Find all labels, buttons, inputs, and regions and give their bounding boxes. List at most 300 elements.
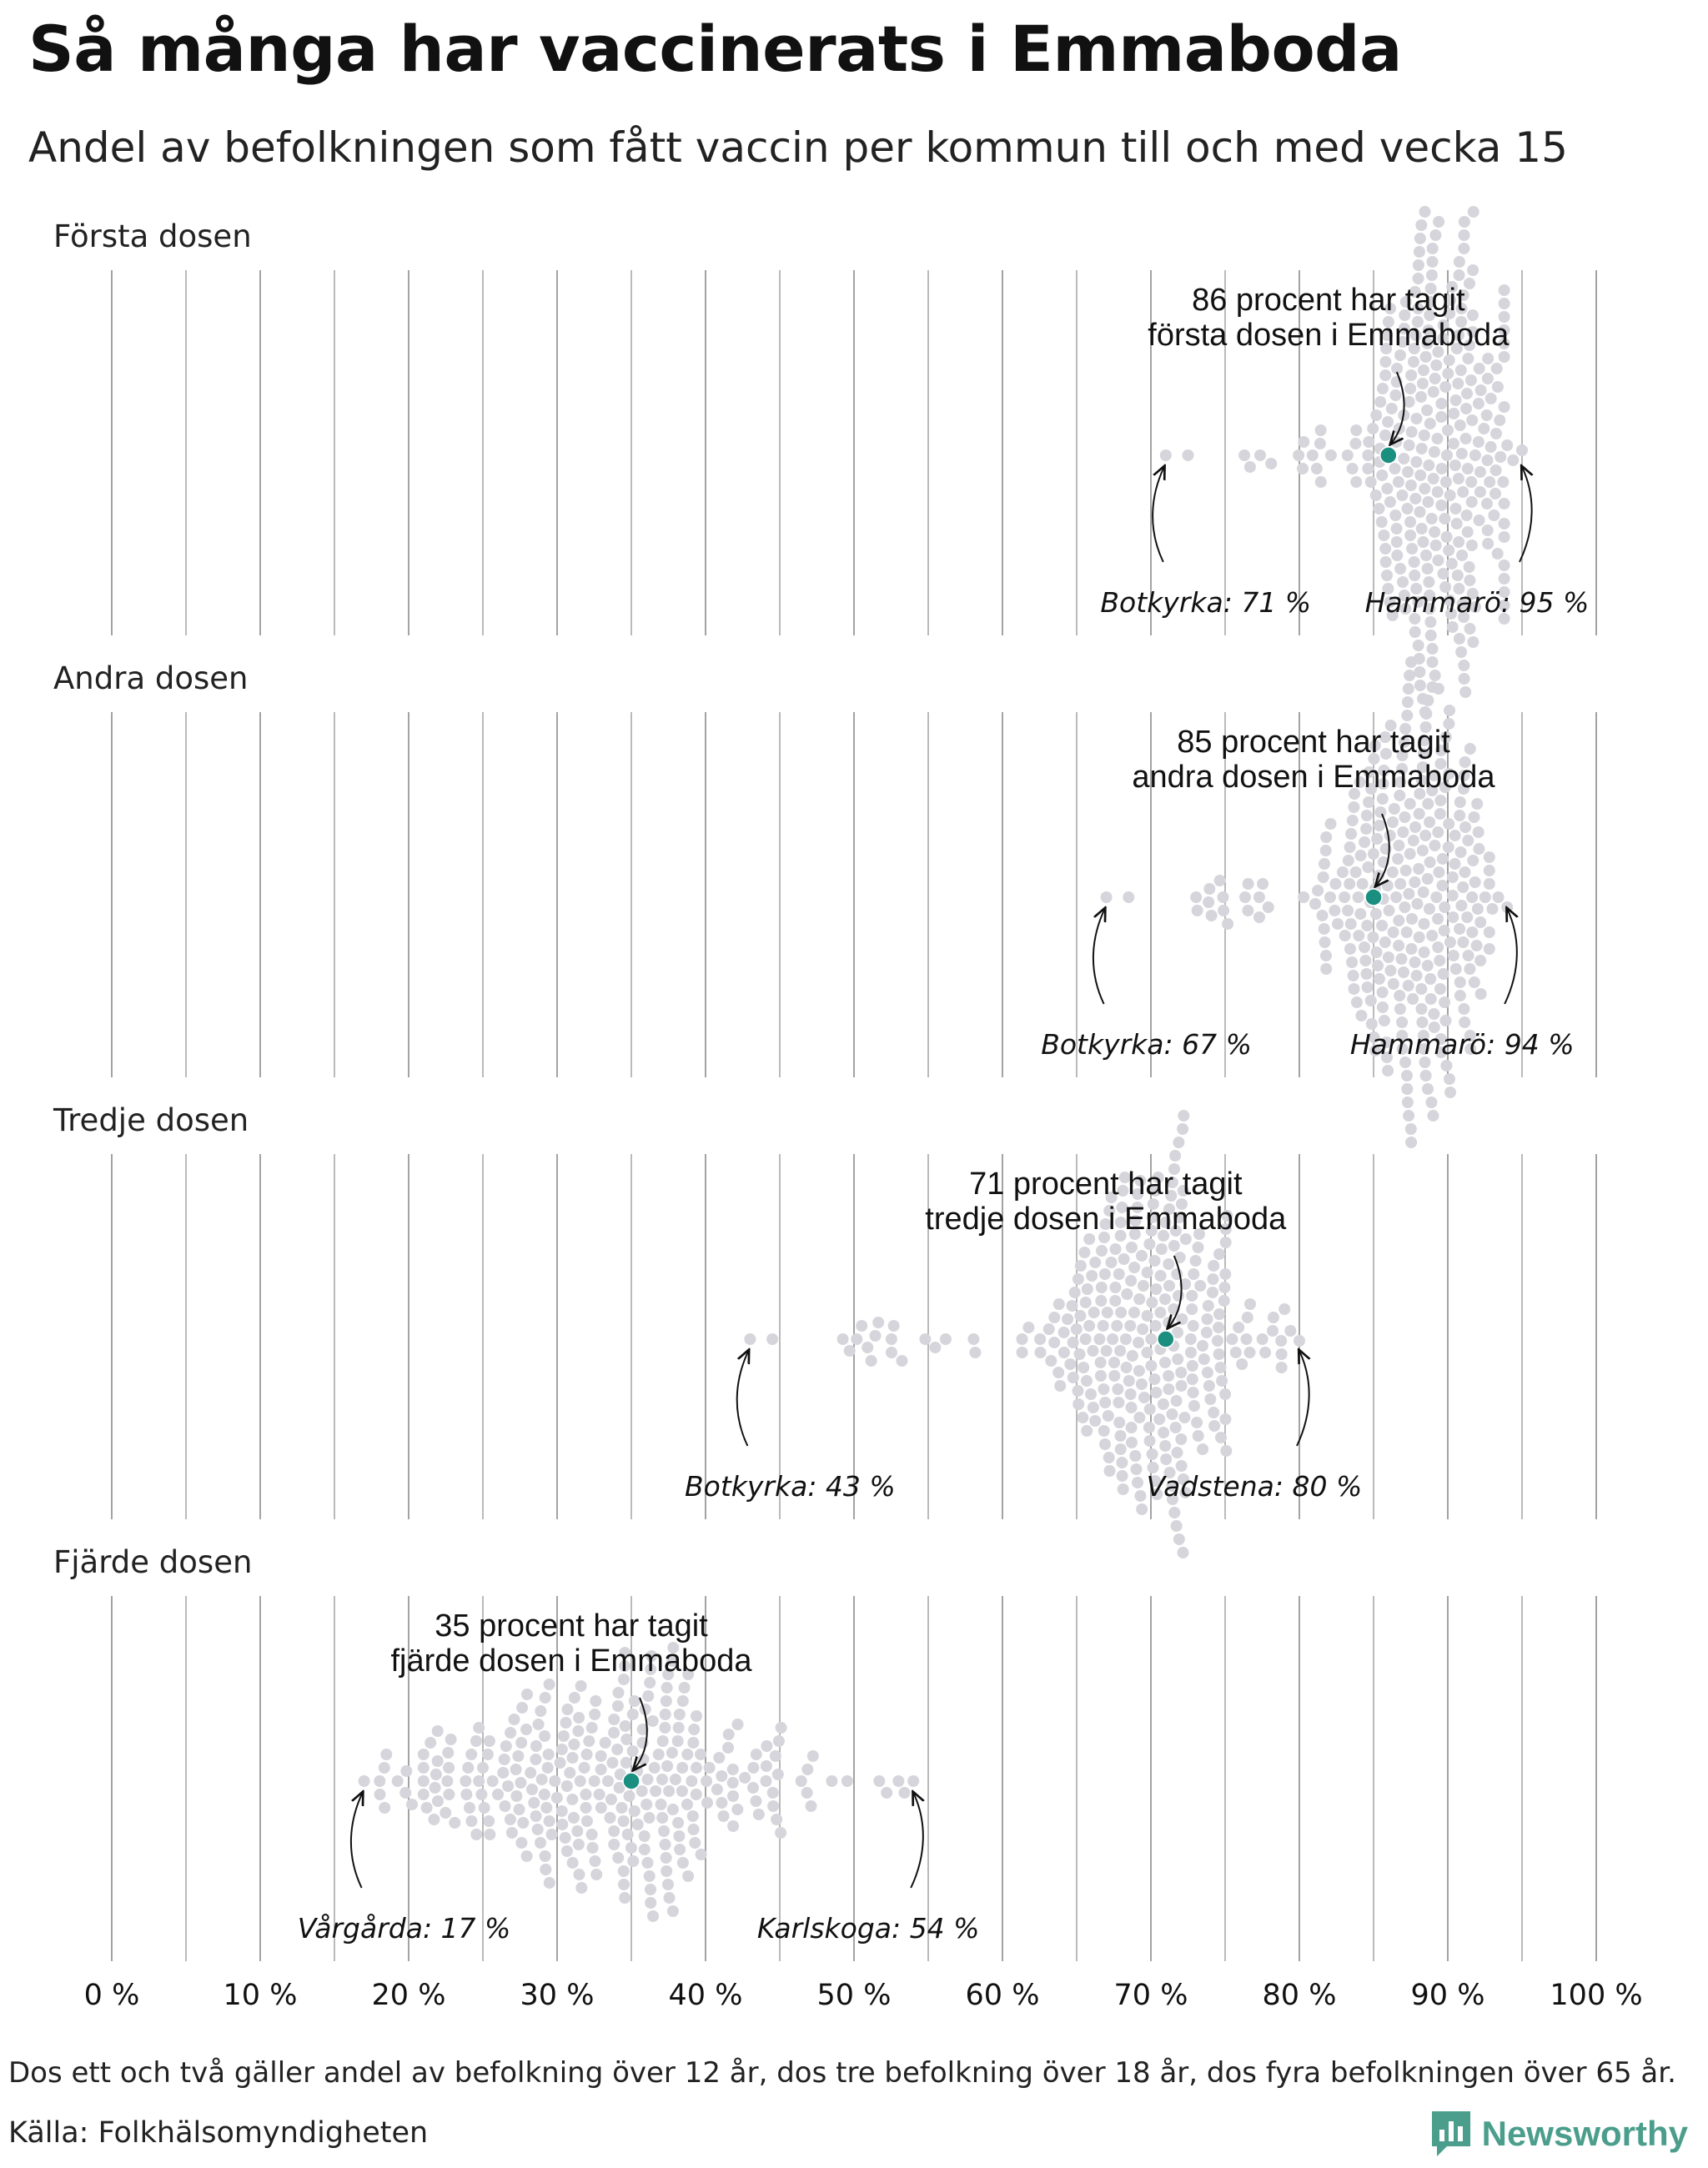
municipality-dot — [673, 1722, 685, 1734]
municipality-dot — [801, 1787, 813, 1799]
municipality-dot — [1351, 996, 1363, 1008]
municipality-dot — [1113, 1417, 1125, 1428]
municipality-dot — [1414, 469, 1426, 481]
municipality-dot — [1439, 901, 1450, 913]
municipality-dot — [1428, 1008, 1439, 1020]
municipality-dot — [1423, 459, 1434, 471]
municipality-dot — [470, 1829, 482, 1840]
municipality-dot — [1312, 885, 1324, 896]
municipality-dot — [1263, 901, 1274, 913]
municipality-dot — [1350, 866, 1362, 878]
municipality-dot — [1455, 846, 1467, 858]
municipality-dot — [1329, 878, 1341, 890]
municipality-dot — [1424, 903, 1435, 915]
municipality-dot — [1242, 1312, 1253, 1323]
municipality-dot — [1080, 1333, 1092, 1345]
municipality-dot — [1409, 956, 1421, 968]
municipality-dot — [1244, 1298, 1256, 1310]
municipality-dot — [1142, 1310, 1153, 1322]
municipality-dot — [1454, 990, 1466, 1001]
municipality-dot — [866, 1355, 877, 1367]
municipality-dot — [1169, 1150, 1181, 1162]
municipality-dot — [1455, 646, 1467, 658]
municipality-dot — [1389, 509, 1401, 521]
municipality-dot — [1307, 449, 1319, 461]
municipality-dot — [1208, 1420, 1220, 1432]
municipality-dot — [505, 1727, 516, 1739]
municipality-dot — [1396, 1016, 1408, 1028]
x-tick-label: 70 % — [1113, 1979, 1188, 2012]
municipality-dot — [1376, 469, 1388, 481]
municipality-dot — [940, 1333, 952, 1345]
municipality-dot — [660, 1709, 671, 1720]
municipality-dot — [642, 1857, 654, 1869]
municipality-dot — [1444, 354, 1455, 366]
municipality-dot — [569, 1692, 580, 1704]
municipality-dot — [1387, 816, 1399, 828]
municipality-dot — [747, 1782, 759, 1794]
municipality-dot — [473, 1775, 485, 1787]
municipality-dot — [1463, 950, 1474, 961]
municipality-dot — [622, 1829, 634, 1840]
municipality-dot — [1053, 1298, 1065, 1310]
municipality-dot — [1324, 891, 1336, 903]
municipality-dot — [571, 1825, 583, 1837]
municipality-dot — [379, 1802, 390, 1814]
municipality-dot — [1143, 1238, 1155, 1250]
municipality-dot — [1362, 449, 1374, 461]
municipality-dot — [711, 1784, 723, 1795]
municipality-dot — [590, 1869, 602, 1880]
municipality-dot — [673, 1830, 685, 1842]
municipality-dot — [1243, 878, 1254, 890]
municipality-dot — [642, 1774, 654, 1785]
municipality-dot — [1220, 1237, 1232, 1248]
municipality-dot — [1409, 493, 1421, 504]
municipality-dot — [500, 1800, 511, 1812]
municipality-dot — [1486, 903, 1498, 915]
municipality-dot — [1197, 1340, 1208, 1352]
municipality-dot — [1376, 920, 1388, 931]
municipality-dot — [574, 1869, 585, 1880]
municipality-dot — [1133, 1412, 1145, 1423]
municipality-dot — [1236, 1358, 1248, 1370]
municipality-dot — [1429, 526, 1440, 538]
municipality-dot — [1454, 419, 1466, 431]
municipality-dot — [1173, 1137, 1184, 1148]
municipality-dot — [1484, 943, 1495, 955]
municipality-dot — [1096, 1245, 1108, 1257]
municipality-dot — [421, 1802, 433, 1814]
municipality-dot — [1484, 926, 1495, 938]
municipality-dot — [558, 1730, 570, 1742]
municipality-dot — [886, 1333, 897, 1345]
panel-4 — [53, 1544, 1596, 1961]
municipality-dot — [1206, 910, 1218, 921]
municipality-dot — [517, 1817, 529, 1829]
municipality-dot — [1418, 364, 1429, 376]
municipality-dot — [1474, 955, 1486, 966]
municipality-dot — [1374, 820, 1385, 831]
municipality-dot — [1397, 826, 1409, 838]
municipality-dot — [1150, 1320, 1162, 1332]
municipality-dot — [1417, 845, 1429, 856]
municipality-dot — [1474, 466, 1486, 478]
municipality-dot — [1347, 815, 1359, 826]
municipality-dot — [528, 1797, 540, 1809]
municipality-dot — [1440, 1060, 1452, 1071]
municipality-dot — [1439, 996, 1450, 1008]
municipality-dot — [1418, 886, 1429, 898]
municipality-dot — [1294, 1335, 1305, 1347]
municipality-dot — [1172, 1353, 1183, 1365]
municipality-dot — [1120, 1333, 1132, 1345]
municipality-dot — [1099, 1268, 1111, 1280]
municipality-dot — [1499, 531, 1510, 543]
municipality-dot — [1192, 905, 1203, 916]
municipality-dot — [639, 1844, 651, 1855]
municipality-dot — [556, 1744, 568, 1755]
municipality-dot — [1128, 1262, 1140, 1273]
municipality-dot — [656, 1774, 668, 1785]
municipality-dot — [1494, 451, 1506, 463]
municipality-dot — [359, 1775, 370, 1787]
municipality-dot — [659, 1722, 671, 1734]
municipality-dot — [1499, 498, 1510, 509]
municipality-dot — [1464, 743, 1476, 755]
municipality-dot — [1208, 1273, 1219, 1285]
municipality-dot — [1293, 449, 1304, 461]
municipality-dot — [1482, 454, 1494, 466]
municipality-dot — [722, 1742, 734, 1754]
municipality-dot — [460, 1789, 472, 1800]
municipality-dot — [1464, 278, 1475, 289]
municipality-dot — [602, 1775, 614, 1787]
municipality-dot — [1460, 403, 1472, 414]
municipality-dot — [1379, 1015, 1390, 1026]
municipality-dot — [1320, 963, 1332, 975]
municipality-dot — [1394, 1003, 1406, 1015]
municipality-dot — [1392, 853, 1404, 865]
municipality-dot — [600, 1737, 611, 1749]
municipality-dot — [1455, 364, 1467, 376]
municipality-dot — [1501, 439, 1513, 451]
municipality-dot — [753, 1809, 765, 1820]
municipality-dot — [1441, 449, 1453, 461]
municipality-dot — [761, 1775, 772, 1787]
municipality-dot — [1329, 905, 1340, 916]
municipality-dot — [1469, 811, 1480, 823]
min-label: Botkyrka: 71 % — [1100, 586, 1312, 619]
municipality-dot — [1422, 496, 1434, 508]
municipality-dot — [1438, 968, 1449, 980]
municipality-dot — [540, 1692, 551, 1704]
municipality-dot — [1362, 981, 1374, 993]
municipality-dot — [1411, 413, 1423, 424]
municipality-dot — [1344, 841, 1356, 853]
municipality-dot — [1257, 1333, 1268, 1345]
municipality-dot — [1422, 563, 1434, 575]
municipality-dot — [1443, 841, 1454, 853]
municipality-dot — [1198, 1353, 1210, 1365]
municipality-dot — [1134, 1490, 1146, 1502]
municipality-dot — [1454, 256, 1465, 268]
municipality-dot — [1365, 476, 1377, 488]
municipality-dot — [1099, 1397, 1111, 1408]
municipality-dot — [1432, 486, 1444, 498]
newsworthy-logo — [1430, 2110, 1688, 2158]
municipality-dot — [1098, 1425, 1110, 1437]
municipality-dot — [1362, 861, 1374, 873]
municipality-dot — [430, 1782, 441, 1794]
municipality-dot — [644, 1677, 656, 1689]
municipality-dot — [1159, 1357, 1171, 1368]
municipality-dot — [580, 1789, 591, 1800]
municipality-dot — [1461, 388, 1473, 399]
municipality-dot — [919, 1333, 931, 1345]
max-label: Hammarö: 94 % — [1349, 1028, 1575, 1061]
municipality-dot — [445, 1734, 457, 1745]
municipality-dot — [1136, 1250, 1148, 1262]
municipality-dot — [1188, 1268, 1199, 1280]
municipality-dot — [1348, 801, 1359, 813]
municipality-dot — [573, 1839, 585, 1850]
municipality-dot — [581, 1815, 593, 1827]
municipality-dot — [691, 1710, 702, 1722]
municipality-dot — [1393, 915, 1404, 926]
x-axis — [84, 1979, 1643, 2012]
max-label: Karlskoga: 54 % — [756, 1912, 980, 1945]
municipality-dot — [568, 1739, 580, 1750]
municipality-dot — [1435, 499, 1447, 511]
municipality-dot — [1368, 848, 1379, 860]
municipality-dot — [1429, 373, 1441, 384]
municipality-dot — [727, 1777, 739, 1789]
municipality-dot — [1088, 1402, 1099, 1413]
municipality-dot — [1297, 463, 1309, 474]
municipality-dot — [766, 1333, 778, 1345]
municipality-dot — [681, 1799, 693, 1810]
municipality-dot — [1399, 811, 1410, 823]
municipality-dot — [1254, 449, 1266, 461]
municipality-dot — [1419, 206, 1431, 218]
municipality-dot — [1158, 1398, 1169, 1410]
municipality-dot — [1458, 1003, 1469, 1015]
municipality-dot — [674, 1844, 686, 1855]
municipality-dot — [1377, 793, 1389, 805]
municipality-dot — [796, 1775, 807, 1787]
municipality-dot — [1377, 383, 1389, 394]
panel-3 — [53, 1102, 1596, 1558]
municipality-dot — [1454, 796, 1466, 808]
municipality-dot — [1465, 476, 1477, 488]
x-tick-label: 40 % — [668, 1979, 743, 2012]
municipality-dot — [1493, 891, 1505, 903]
panel-title: Fjärde dosen — [53, 1544, 253, 1580]
municipality-dot — [1457, 486, 1469, 498]
municipality-dot — [629, 1695, 640, 1707]
municipality-dot — [1404, 529, 1416, 541]
municipality-dot — [619, 1892, 630, 1904]
municipality-dot — [1346, 956, 1358, 968]
municipality-dot — [1485, 393, 1497, 404]
municipality-dot — [549, 1775, 560, 1787]
municipality-dot — [1343, 855, 1354, 866]
municipality-dot — [1427, 681, 1439, 693]
municipality-dot — [612, 1852, 624, 1864]
municipality-dot — [1166, 1408, 1178, 1420]
municipality-dot — [1427, 243, 1439, 254]
municipality-dot — [1129, 1450, 1141, 1462]
municipality-dot — [1086, 1270, 1098, 1282]
municipality-dot — [465, 1749, 477, 1760]
municipality-dot — [1459, 673, 1470, 685]
municipality-dot — [1123, 1375, 1135, 1387]
municipality-dot — [1434, 955, 1445, 966]
municipality-dot — [1387, 866, 1399, 878]
municipality-dot — [475, 1789, 487, 1800]
municipality-dot — [1391, 523, 1403, 534]
municipality-dot — [1317, 910, 1329, 921]
municipality-dot — [907, 1775, 919, 1787]
municipality-dot — [1382, 880, 1394, 891]
municipality-dot — [400, 1765, 412, 1777]
municipality-dot — [1419, 946, 1430, 958]
municipality-dot — [1073, 1398, 1084, 1410]
municipality-dot — [510, 1764, 522, 1775]
municipality-dot — [1081, 1425, 1093, 1437]
municipality-dot — [515, 1777, 526, 1789]
municipality-dot — [807, 1750, 819, 1762]
municipality-dot — [649, 1762, 661, 1774]
municipality-dot — [1499, 573, 1510, 585]
municipality-dot — [1388, 978, 1399, 990]
municipality-dot — [727, 1820, 739, 1832]
municipality-dot — [1446, 558, 1458, 570]
municipality-dot — [1213, 1248, 1225, 1260]
municipality-dot — [1113, 1397, 1124, 1408]
municipality-dot — [837, 1333, 849, 1345]
municipality-dot — [1378, 529, 1389, 541]
chart-title: Så många har vaccinerats i Emmaboda — [28, 12, 1402, 86]
municipality-dot — [555, 1757, 566, 1769]
municipality-dot — [1419, 918, 1430, 930]
municipality-dot — [1425, 993, 1437, 1005]
municipality-dot — [1405, 479, 1417, 491]
municipality-dot — [1426, 930, 1438, 941]
municipality-dot — [1215, 1432, 1227, 1443]
municipality-dot — [1103, 1452, 1115, 1463]
municipality-dot — [1442, 424, 1454, 436]
municipality-dot — [1420, 708, 1432, 720]
municipality-dot — [1450, 394, 1462, 406]
municipality-dot — [616, 1802, 628, 1814]
municipality-dot — [618, 1879, 630, 1890]
municipality-dot — [1453, 536, 1464, 548]
municipality-dot — [1150, 1283, 1162, 1295]
municipality-dot — [1482, 524, 1494, 536]
municipality-dot — [661, 1852, 672, 1864]
municipality-dot — [1374, 973, 1385, 985]
municipality-dot — [1096, 1282, 1108, 1293]
municipality-dot — [1178, 1412, 1190, 1423]
logo-text: Newsworthy — [1481, 2114, 1688, 2153]
municipality-dot — [1404, 383, 1416, 394]
municipality-dot — [443, 1789, 455, 1800]
municipality-dot — [1403, 888, 1414, 900]
municipality-dot — [418, 1749, 430, 1760]
municipality-dot — [1464, 623, 1476, 635]
municipality-dot — [1309, 898, 1321, 910]
municipality-dot — [1435, 398, 1447, 409]
panel-1 — [53, 206, 1596, 718]
municipality-dot — [483, 1815, 495, 1827]
callout-line-1: 35 procent har tagit — [435, 1608, 708, 1644]
municipality-dot — [1430, 359, 1442, 371]
municipality-dot — [899, 1787, 911, 1799]
municipality-dot — [595, 1802, 607, 1814]
municipality-dot — [1253, 891, 1265, 903]
municipality-dot — [627, 1709, 639, 1720]
municipality-dot — [1253, 911, 1265, 923]
municipality-dot — [1444, 1087, 1456, 1098]
municipality-dot — [1398, 966, 1409, 978]
municipality-dot — [1144, 1435, 1156, 1447]
municipality-dot — [841, 1775, 853, 1787]
municipality-dot — [624, 1790, 635, 1802]
municipality-dot — [1363, 796, 1374, 808]
municipality-dot — [374, 1775, 385, 1787]
municipality-dot — [1068, 1337, 1079, 1348]
municipality-dot — [627, 1745, 639, 1757]
municipality-dot — [432, 1795, 444, 1807]
municipality-dot — [1113, 1268, 1125, 1280]
municipality-dot — [691, 1789, 702, 1800]
municipality-dot — [1064, 1358, 1076, 1370]
municipality-dot — [1208, 1407, 1219, 1418]
municipality-dot — [540, 1864, 551, 1875]
municipality-dot — [620, 1757, 632, 1769]
municipality-dot — [1501, 901, 1513, 913]
municipality-dot — [1473, 826, 1484, 838]
municipality-dot — [713, 1752, 725, 1764]
municipality-dot — [605, 1812, 616, 1824]
municipality-dot — [1434, 808, 1446, 820]
municipality-dot — [1190, 1255, 1202, 1267]
municipality-dot — [1083, 1320, 1095, 1332]
municipality-dot — [441, 1775, 453, 1787]
municipality-dot — [1132, 1477, 1143, 1488]
municipality-dot — [1058, 1327, 1070, 1338]
municipality-dot — [535, 1837, 546, 1849]
municipality-dot — [510, 1790, 522, 1802]
municipality-dot — [1101, 891, 1113, 903]
municipality-dot — [497, 1767, 509, 1779]
municipality-dot — [747, 1762, 759, 1774]
municipality-dot — [1464, 963, 1475, 975]
municipality-dot — [1414, 233, 1426, 244]
municipality-dot — [1133, 1337, 1144, 1348]
panel-2 — [53, 656, 1596, 1148]
municipality-dot — [1219, 1268, 1231, 1280]
municipality-dot — [772, 1769, 784, 1780]
municipality-dot — [1499, 401, 1510, 413]
municipality-dot — [645, 1897, 656, 1909]
municipality-dot — [1125, 1388, 1137, 1400]
municipality-dot — [1034, 1333, 1046, 1345]
municipality-dot — [1485, 441, 1497, 453]
municipality-dot — [1048, 1337, 1060, 1348]
